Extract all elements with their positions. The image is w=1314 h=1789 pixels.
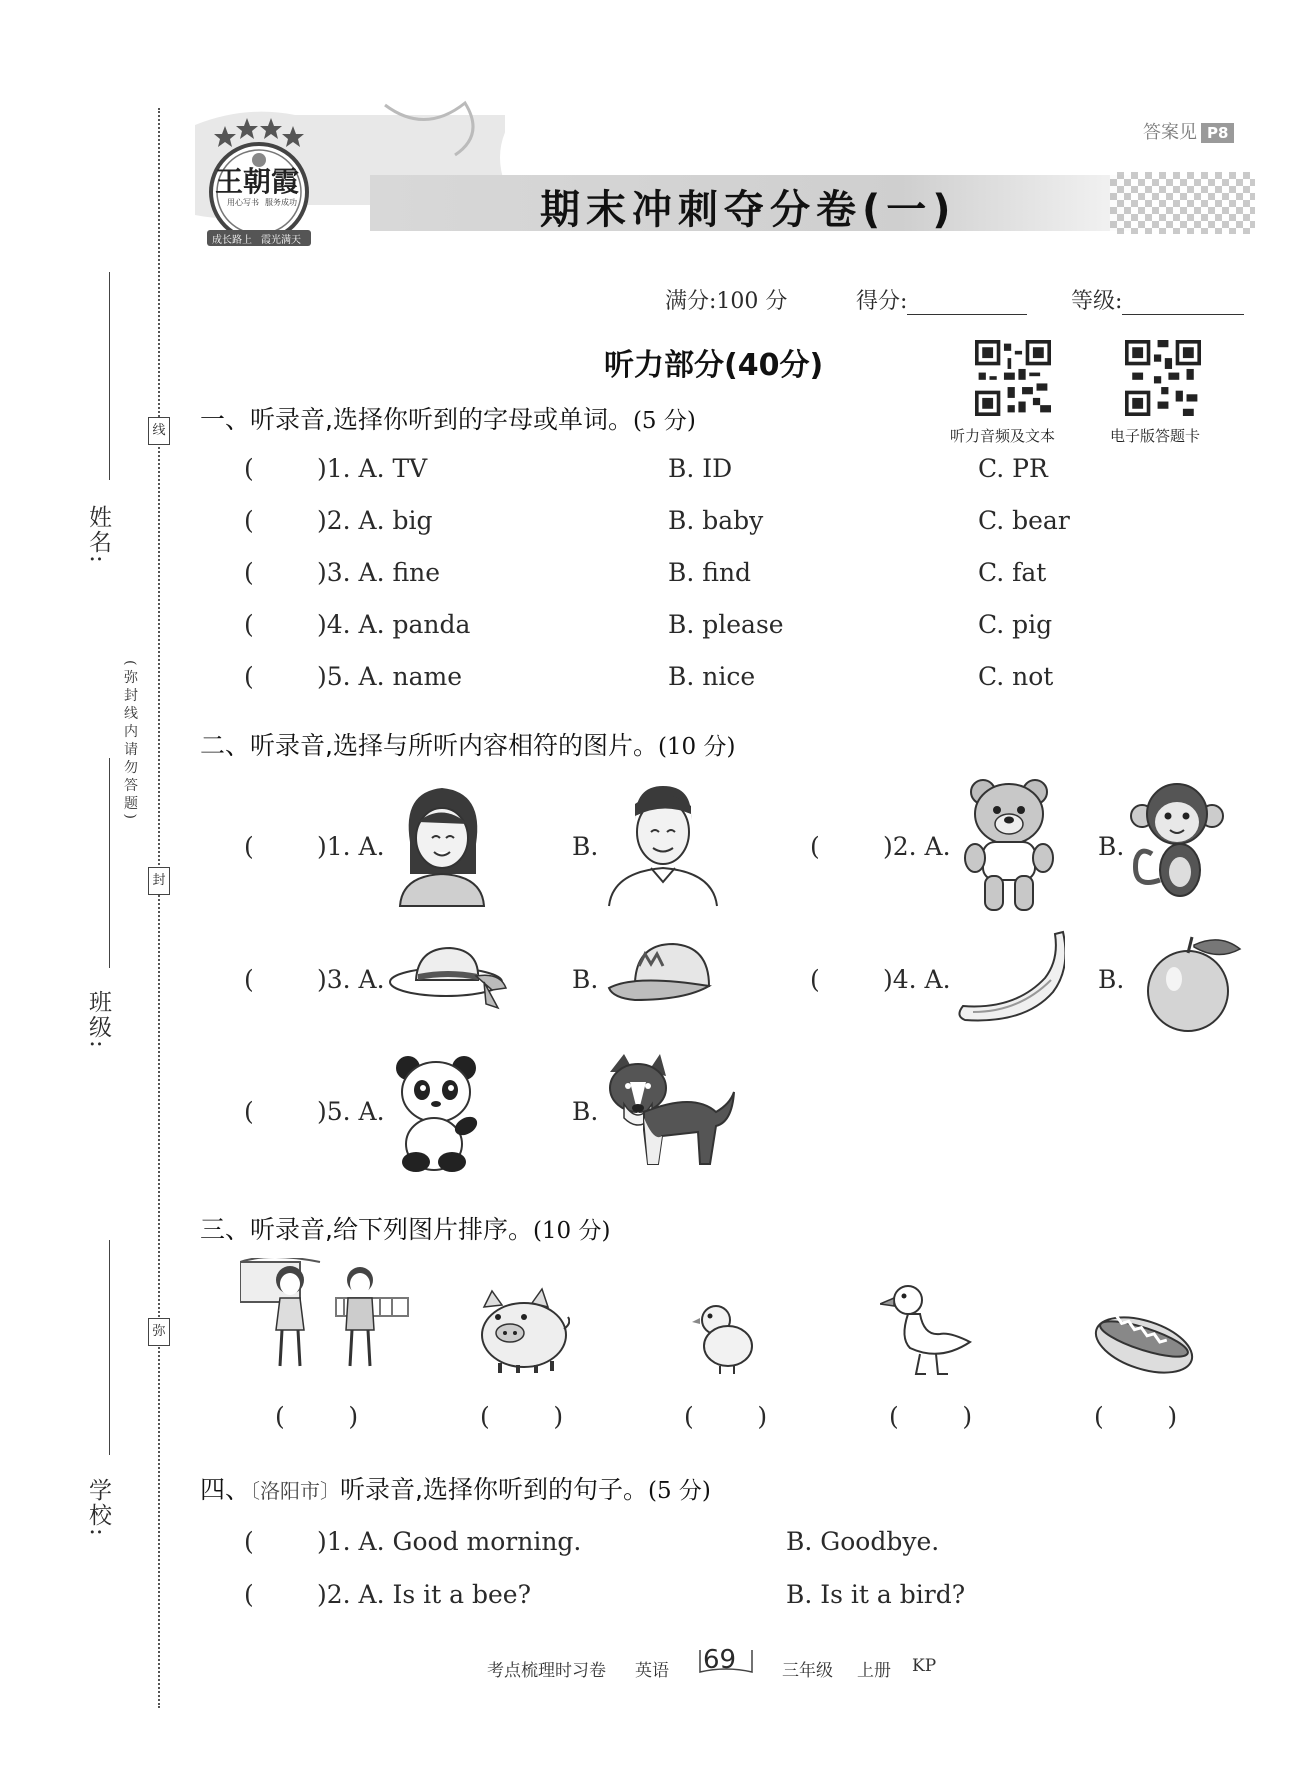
answer-paren[interactable]: ( [244, 610, 254, 639]
s3-answer-paren-3[interactable]: ( ) [684, 1402, 768, 1431]
s1-q2: )2. A. big [317, 506, 433, 535]
answer-paren[interactable]: ( [244, 662, 254, 691]
seal-mark-xian: 线 [148, 417, 170, 445]
s2-q5: )5. A. [317, 1097, 385, 1126]
chick-picture [690, 1300, 760, 1376]
seal-mark-feng: 封 [148, 867, 170, 895]
logo-banner-left: 成长路上 [212, 235, 252, 246]
s1-q5-option-b: B. nice [668, 662, 756, 691]
binding-dotted-line [158, 108, 160, 1708]
apple-picture [1140, 935, 1250, 1035]
section2-title-text: 二、听录音,选择与所听内容相符的图片。 [200, 731, 658, 760]
s2-q1-option-b: B. [572, 832, 599, 861]
logo-motto-left: 用心写书 [227, 198, 259, 207]
qr-code-answer-card[interactable] [1125, 340, 1201, 416]
s4-q1: )1. A. Good morning. [317, 1527, 582, 1556]
answer-paren[interactable]: ( [244, 1527, 254, 1556]
bear-picture [963, 776, 1055, 916]
grade-label: 等级: [1071, 289, 1123, 314]
s2-q1: )1. A. [317, 832, 385, 861]
section4-title-prefix: 四、 [200, 1475, 251, 1504]
section4-title: 四、〔洛阳市〕听录音,选择你听到的句子。(5 分) [200, 1475, 711, 1504]
s4-q2-option-b: B. Is it a bird? [786, 1580, 966, 1609]
answer-ref-label: 答案见 [1143, 122, 1197, 143]
s1-q3-option-c: C. fat [978, 558, 1047, 587]
answer-paren[interactable]: ( [244, 1097, 254, 1126]
name-blank-line [109, 272, 110, 480]
answer-paren[interactable]: ( [810, 965, 820, 994]
s2-q2-option-b: B. [1098, 832, 1125, 861]
footer-subject: 英语 [635, 1661, 669, 1681]
section1-points: (5 分) [632, 408, 696, 434]
seal-note: (弥封线内请勿答题) [122, 660, 138, 823]
full-marks: 满分:100 分 [665, 289, 788, 314]
s1-q1-option-c: C. PR [978, 454, 1048, 483]
s2-q4-option-b: B. [1098, 965, 1125, 994]
seal-mark-mi: 弥 [148, 1318, 170, 1346]
qr-answer-card-label: 电子版答题卡 [1110, 427, 1201, 445]
section1-title [200, 400, 696, 436]
banana-picture [955, 928, 1065, 1026]
girl-picture [392, 782, 492, 908]
s1-q4: )4. A. panda [317, 610, 471, 639]
score-field [856, 284, 1027, 315]
sun-hat-picture [388, 938, 528, 1010]
section4-points: (5 分) [647, 1478, 711, 1504]
s1-q2-option-c: C. bear [978, 506, 1070, 535]
logo-motto-right: 服务成功 [265, 198, 297, 207]
footer-edition: KP [912, 1656, 937, 1676]
footer-volume: 上册 [857, 1661, 891, 1681]
children-at-school-picture [240, 1258, 410, 1378]
grade-field [1071, 284, 1244, 315]
logo-banner-right: 霞光满天 [261, 235, 301, 246]
section1-title-text: 一、听录音,选择你听到的字母或单词。 [200, 405, 633, 434]
dog-picture [604, 1052, 736, 1176]
section2-points: (10 分) [657, 734, 736, 760]
s1-q3: )3. A. fine [317, 558, 441, 587]
s1-q4-option-b: B. please [668, 610, 784, 639]
s1-q2-option-b: B. baby [668, 506, 764, 535]
s2-q3: )3. A. [317, 965, 385, 994]
score-label: 得分: [856, 289, 908, 314]
section4-region: 洛阳市 [260, 1479, 321, 1503]
logo-brand-text: 王朝霞 [215, 165, 300, 198]
school-label: 学校: [85, 1478, 111, 1538]
answer-ref-tag: P8 [1201, 123, 1234, 143]
answer-paren[interactable]: ( [244, 558, 254, 587]
monkey-picture [1128, 780, 1226, 906]
answer-paren[interactable]: ( [244, 1580, 254, 1609]
section3-title [200, 1210, 610, 1246]
s1-q5: )5. A. name [317, 662, 463, 691]
s2-q4: )4. A. [883, 965, 951, 994]
page-number: 69 [703, 1645, 737, 1675]
man-picture [605, 780, 720, 908]
s3-answer-paren-2[interactable]: ( ) [480, 1402, 564, 1431]
panda-picture [390, 1050, 482, 1174]
answer-paren[interactable]: ( [244, 454, 254, 483]
answer-paren[interactable]: ( [244, 506, 254, 535]
qr-code-audio[interactable] [975, 340, 1051, 416]
hot-dog-picture [1090, 1305, 1200, 1377]
qr-audio-label: 听力音频及文本 [950, 427, 1056, 445]
listening-part-heading: 听力部分(40分) [604, 348, 824, 383]
footer-series: 考点梳理时习卷 [487, 1661, 606, 1681]
section4-title-text: 听录音,选择你听到的句子。 [340, 1475, 648, 1504]
duck-picture [880, 1282, 976, 1378]
s4-q2: )2. A. Is it a bee? [317, 1580, 531, 1609]
pig-picture [470, 1285, 570, 1375]
answer-reference [1143, 118, 1234, 144]
section2-title [200, 726, 735, 762]
class-blank-line [109, 758, 110, 968]
s2-q3-option-b: B. [572, 965, 599, 994]
answer-paren[interactable]: ( [244, 965, 254, 994]
s3-answer-paren-1[interactable]: ( ) [275, 1402, 359, 1431]
s2-q2: )2. A. [883, 832, 951, 861]
score-blank[interactable] [907, 289, 1027, 315]
checker-pattern [1110, 172, 1255, 234]
s3-answer-paren-5[interactable]: ( ) [1094, 1402, 1178, 1431]
s4-q1-option-b: B. Goodbye. [786, 1527, 940, 1556]
cap-picture [605, 938, 715, 1006]
s1-q1-option-b: B. ID [668, 454, 733, 483]
school-blank-line [109, 1240, 110, 1455]
footer-grade: 三年级 [782, 1661, 833, 1681]
answer-paren[interactable]: ( [244, 832, 254, 861]
class-label: 班级: [85, 990, 111, 1050]
s1-q4-option-c: C. pig [978, 610, 1053, 639]
s3-answer-paren-4[interactable]: ( ) [889, 1402, 973, 1431]
page-title: 期末冲刺夺分卷(一) [540, 187, 957, 233]
s2-q5-option-b: B. [572, 1097, 599, 1126]
s1-q3-option-b: B. find [668, 558, 752, 587]
s1-q5-option-c: C. not [978, 662, 1054, 691]
section3-points: (10 分) [532, 1218, 611, 1244]
name-label: 姓名: [85, 505, 111, 565]
answer-paren[interactable]: ( [810, 832, 820, 861]
section3-title-text: 三、听录音,给下列图片排序。 [200, 1215, 533, 1244]
s1-q1: )1. A. TV [317, 454, 428, 483]
grade-blank[interactable] [1122, 289, 1244, 315]
